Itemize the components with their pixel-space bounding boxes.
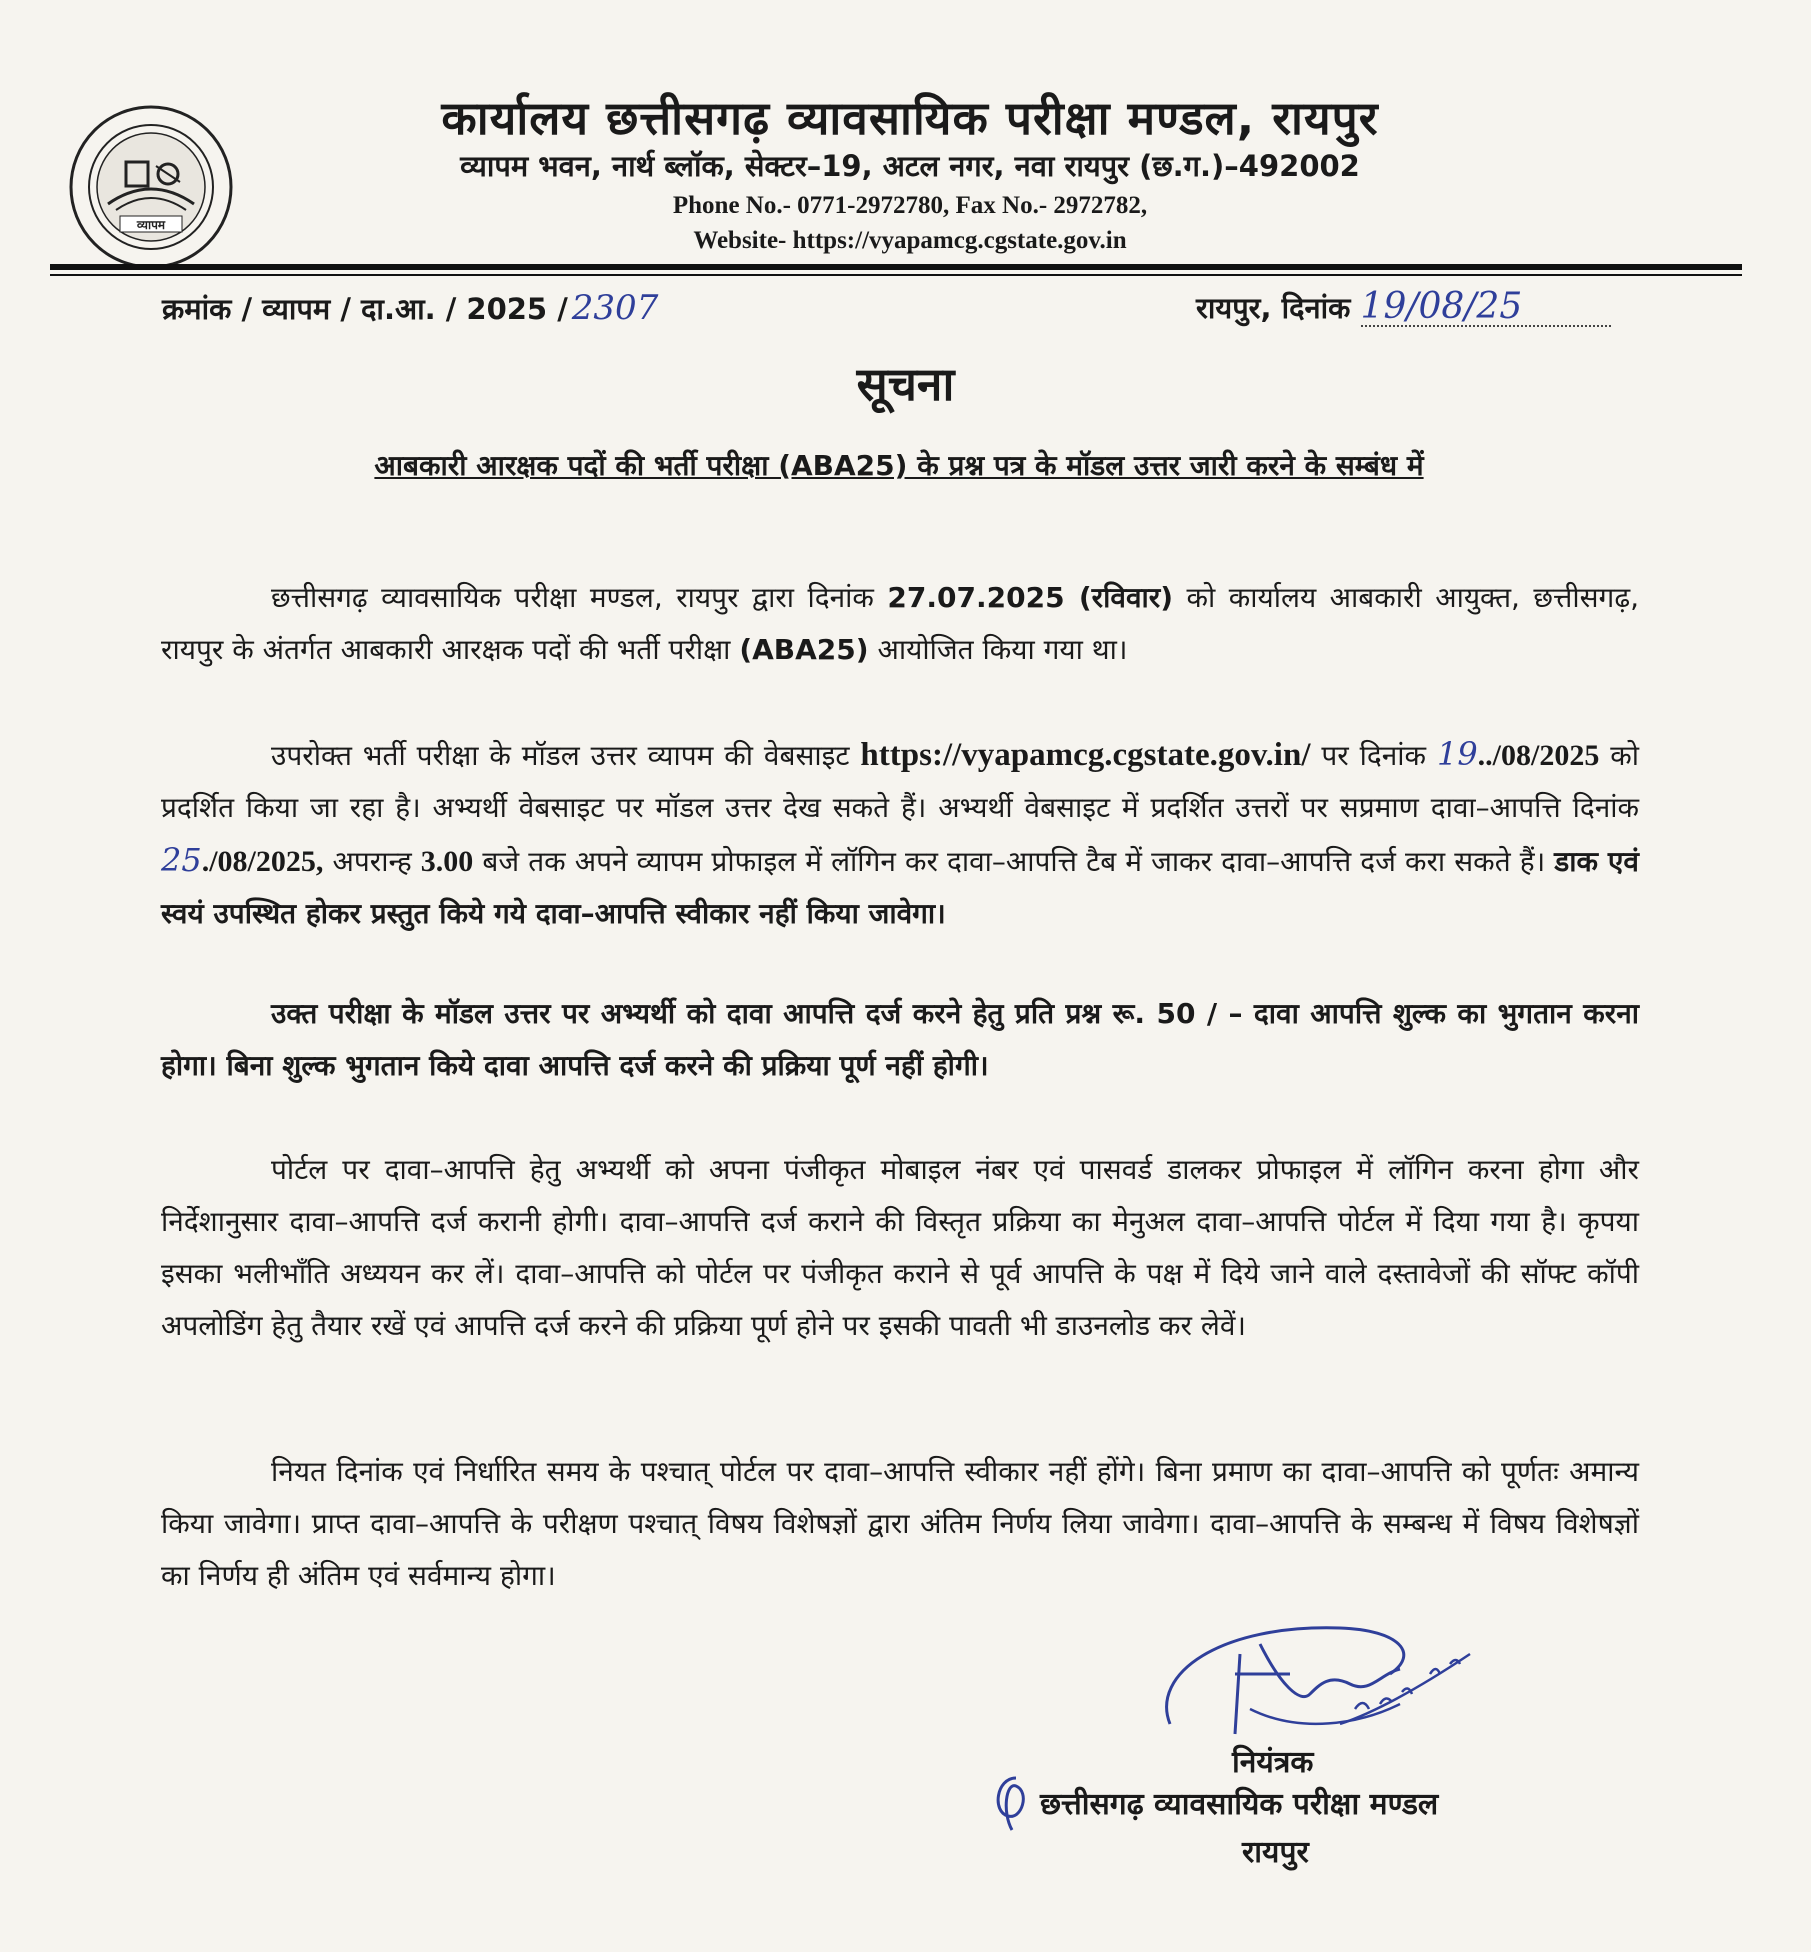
display-date-handwritten-day: 19: [1436, 735, 1478, 773]
exam-code: (ABA25): [739, 633, 869, 666]
dateline-label: रायपुर, दिनांक: [1196, 291, 1351, 325]
notice-title: सूचना: [856, 357, 955, 411]
paragraph-exam-info: छत्तीसगढ़ व्यावसायिक परीक्षा मण्डल, रायपुर द्वारा दिनांक 27.07.2025 (रविवार) को कार्यालय आबकारी आयुक्त, छत्तीसगढ़, रायपुर के अंतर्गत आबकारी आरक्षक पदों की भर्ती परीक्षा (ABA25) आयोजित किया गया था।: [161, 581, 1639, 666]
postal-claims-not-accepted: डाक एवं स्वयं उपस्थित होकर प्रस्तुत किये गये दावा–आपत्ति स्वीकार नहीं किया जावेगा।: [161, 845, 1639, 930]
vyapam-seal-logo: [68, 104, 234, 270]
notice-subject: आबकारी आरक्षक पदों की भर्ती परीक्षा (ABA25) के प्रश्न पत्र के मॉडल उत्तर जारी करने के सम्बंध में: [374, 449, 1424, 482]
paragraph-final-decision: नियत दिनांक एवं निर्धारित समय के पश्चात् पोर्टल पर दावा–आपत्ति स्वीकार नहीं होंगे। बिना प्रमाण का दावा–आपत्ति को पूर्णतः अमान्य किया जावेगा। प्राप्त दावा–आपत्ति के परीक्षण पश्चात् विषय विशेषज्ञों द्वारा अंतिम निर्णय लिया जावेगा। दावा–आपत्ति के सम्बन्ध में विषय विशेषज्ञों का निर्णय ही अंतिम एवं सर्वमान्य होगा।: [161, 1455, 1639, 1592]
display-date-rest: ../08/2025: [1477, 739, 1600, 772]
letterhead-divider: [50, 264, 1742, 270]
office-title: कार्यालय छत्तीसगढ़ व्यावसायिक परीक्षा मण्डल, रायपुर: [441, 91, 1379, 145]
dateline: [1196, 288, 1611, 327]
signatory-organization: छत्तीसगढ़ व्यावसायिक परीक्षा मण्डल: [1040, 1787, 1439, 1822]
signatory-city: रायपुर: [1242, 1835, 1309, 1870]
paragraph-model-answer: उपरोक्त भर्ती परीक्षा के मॉडल उत्तर व्यापम की वेबसाइट https://vyapamcg.cgstate.gov.in/ पर दिनांक 19../08/2025 को प्रदर्शित किया जा रहा है। अभ्यर्थी वेबसाइट पर मॉडल उत्तर देख सकते हैं। अभ्यर्थी वेबसाइट में प्रदर्शित उत्तरों पर सप्रमाण दावा–आपत्ति दिनांक 25./08/2025, अपरान्ह 3.00 बजे तक अपने व्यापम प्रोफाइल में लॉगिन कर दावा–आपत्ति टैब में जाकर दावा–आपत्ति दर्ज करा सकते हैं। डाक एवं स्वयं उपस्थित होकर प्रस्तुत किये गये दावा–आपत्ति स्वीकार नहीं किया जावेगा।: [161, 735, 1639, 930]
office-website: Website- https://vyapamcg.cgstate.gov.in: [693, 227, 1127, 254]
claim-date-handwritten-day: 25: [161, 841, 202, 879]
dateline-handwritten-date: 19/08/25: [1361, 289, 1611, 327]
signatory-designation: नियंत्रक: [1232, 1745, 1314, 1780]
initial-mark: [986, 1772, 1038, 1836]
reference-number: [162, 288, 658, 328]
website-link[interactable]: https://vyapamcg.cgstate.gov.in/: [860, 737, 1311, 773]
claim-deadline-time: 3.00: [420, 845, 474, 878]
claim-date-rest: ./08/2025,: [201, 845, 324, 878]
paragraph-portal-process: पोर्टल पर दावा–आपत्ति हेतु अभ्यर्थी को अपना पंजीकृत मोबाइल नंबर एवं पासवर्ड डालकर प्रोफाइल में लॉगिन करना होगा और निर्देशानुसार दावा–आपत्ति दर्ज करानी होगी। दावा–आपत्ति दर्ज कराने की विस्तृत प्रक्रिया का मेनुअल दावा–आपत्ति पोर्टल में दिया गया है। कृपया इसका भलीभाँति अध्ययन कर लें। दावा–आपत्ति को पोर्टल पर पंजीकृत कराने से पूर्व आपत्ति के पक्ष में दिये जाने वाले दस्तावेजों की सॉफ्ट कॉपी अपलोडिंग हेतु तैयार रखें एवं आपत्ति दर्ज करने की प्रक्रिया पूर्ण होने पर इसकी पावती भी डाउनलोड कर लेवें।: [161, 1153, 1639, 1342]
controller-signature: [1140, 1614, 1540, 1764]
office-address: व्यापम भवन, नार्थ ब्लॉक, सेक्टर–19, अटल नगर, नवा रायपुर (छ.ग.)–492002: [460, 149, 1360, 183]
paragraph-fee: उक्त परीक्षा के मॉडल उत्तर पर अभ्यर्थी को दावा आपत्ति दर्ज करने हेतु प्रति प्रश्न रू. 50 / – दावा आपत्ति शुल्क का भुगतान करना होगा। बिना शुल्क भुगतान किये दावा आपत्ति दर्ज करने की प्रक्रिया पूर्ण नहीं होगी।: [161, 997, 1639, 1082]
reference-prefix: क्रमांक / व्यापम / दा.आ. / 2025 /: [162, 292, 568, 326]
reference-handwritten-number: 2307: [571, 288, 659, 328]
exam-date: 27.07.2025 (रविवार): [887, 581, 1174, 614]
logo-label: व्यापम: [136, 218, 166, 232]
letterhead-divider-thin: [50, 274, 1742, 276]
office-phone: Phone No.- 0771-2972780, Fax No.- 2972782,: [672, 192, 1148, 219]
